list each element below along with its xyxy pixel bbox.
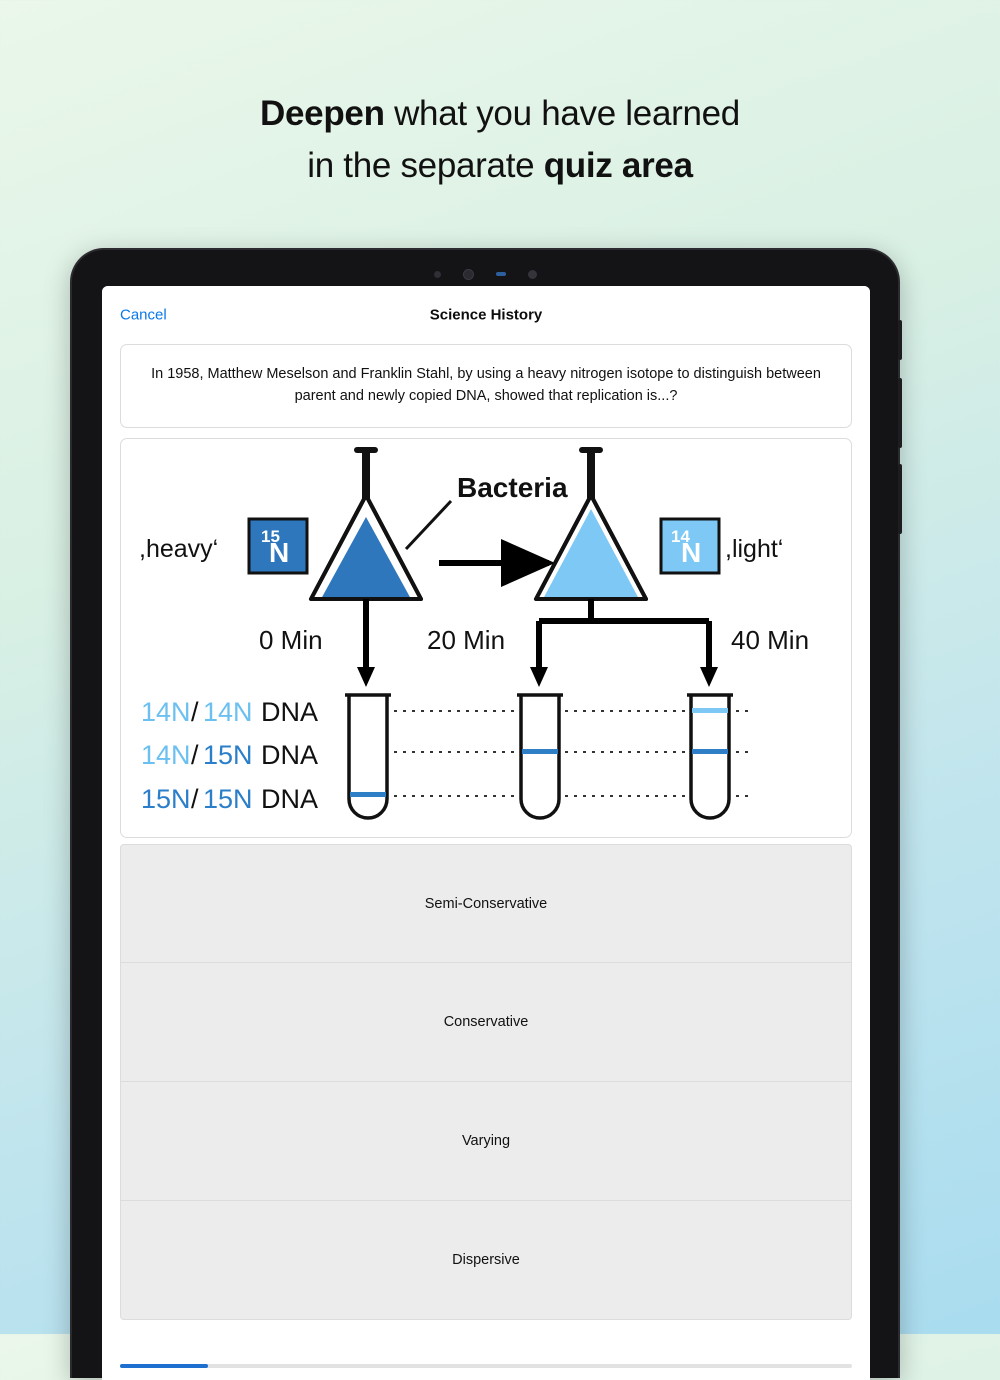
device-power-button[interactable] — [898, 320, 902, 360]
dna-row-label-1 — [141, 697, 318, 727]
row3-dna: DNA — [261, 784, 319, 814]
time-label-40min: 40 Min — [731, 625, 810, 655]
arrow-20min-head — [530, 667, 548, 687]
dna-row-label-3 — [141, 784, 318, 814]
front-camera-icon — [463, 269, 474, 280]
answer-option-conservative[interactable] — [120, 963, 852, 1082]
device-sensor-row — [72, 262, 898, 286]
band-40min-light-light — [692, 708, 728, 713]
label-heavy: ,heavy‘ — [139, 535, 219, 563]
time-label-0min: 0 Min — [259, 625, 323, 655]
svg-text:/: / — [191, 740, 199, 770]
band-0min-heavy-heavy — [350, 792, 386, 797]
row2-isotope-b: 15N — [203, 740, 253, 770]
cancel-button[interactable]: Cancel — [120, 306, 167, 324]
answer-option-semi-conservative[interactable] — [120, 844, 852, 963]
label-light: ,light‘ — [725, 535, 784, 563]
arrow-40min-head — [700, 667, 718, 687]
row3-isotope-a: 15N — [141, 784, 191, 814]
test-tube-20min — [517, 695, 563, 818]
headline-strong-deepen: Deepen — [260, 94, 385, 133]
tablet-screen — [102, 286, 870, 1380]
badge-heavy-sup: 15 — [261, 527, 280, 546]
quiz-progress-bar — [120, 1364, 208, 1368]
row1-isotope-b: 14N — [203, 697, 253, 727]
badge-light-n: N — [681, 537, 702, 568]
badge-heavy-n: N — [269, 537, 290, 568]
band-20min-hybrid — [522, 749, 558, 754]
page-headline — [0, 88, 1000, 192]
speaker-icon — [496, 272, 506, 276]
band-40min-hybrid — [692, 749, 728, 754]
ambient-sensor-icon — [434, 271, 441, 278]
proximity-sensor-icon — [528, 270, 537, 279]
test-tube-0min — [345, 695, 391, 818]
row3-isotope-b: 15N — [203, 784, 253, 814]
row1-isotope-a: 14N — [141, 697, 191, 727]
row2-isotope-a: 14N — [141, 740, 191, 770]
meselson-stahl-diagram — [121, 439, 870, 837]
answer-option-dispersive[interactable] — [120, 1201, 852, 1320]
answer-label: Semi-Conservative — [424, 895, 548, 912]
dna-row-label-2 — [141, 740, 318, 770]
svg-text:/: / — [191, 697, 199, 727]
device-volume-down-button[interactable] — [898, 464, 902, 534]
callout-bacteria-label: Bacteria — [457, 472, 568, 503]
badge-15n-heavy — [249, 519, 307, 573]
page-title: Science History — [429, 306, 543, 324]
headline-line-2 — [0, 140, 1000, 192]
row2-dna: DNA — [261, 740, 319, 770]
test-tube-40min — [687, 695, 733, 818]
badge-light-sup: 14 — [671, 527, 690, 546]
answer-options-list — [120, 844, 852, 1320]
flask-light — [536, 447, 646, 599]
headline-line-2-rest: in the separate — [307, 146, 544, 185]
figure-card — [120, 438, 852, 838]
quiz-navigation-bar — [102, 286, 870, 344]
headline-line-1-rest: what you have learned — [384, 94, 740, 133]
question-text: In 1958, Matthew Meselson and Franklin Stahl, by using a heavy nitrogen isotope to distinguish between parent and newly copied DNA, showed that replication is...? — [151, 366, 821, 404]
time-label-20min: 20 Min — [427, 625, 506, 655]
answer-label: Conservative — [443, 1014, 529, 1030]
answer-option-varying[interactable] — [120, 1082, 852, 1201]
question-card — [120, 344, 852, 428]
answer-label: Varying — [461, 1133, 511, 1149]
badge-14n-light — [661, 519, 719, 573]
bacteria-callout-line — [406, 501, 451, 549]
arrow-0min-head — [357, 667, 375, 687]
quiz-progress-track — [120, 1364, 852, 1368]
row1-dna: DNA — [261, 697, 319, 727]
tablet-device-frame — [70, 248, 900, 1378]
flask-heavy — [311, 447, 421, 599]
headline-line-1 — [0, 88, 1000, 140]
svg-text:/: / — [191, 784, 199, 814]
device-volume-up-button[interactable] — [898, 378, 902, 448]
headline-strong-quiz-area: quiz area — [543, 146, 693, 185]
answer-label: Dispersive — [452, 1252, 520, 1268]
